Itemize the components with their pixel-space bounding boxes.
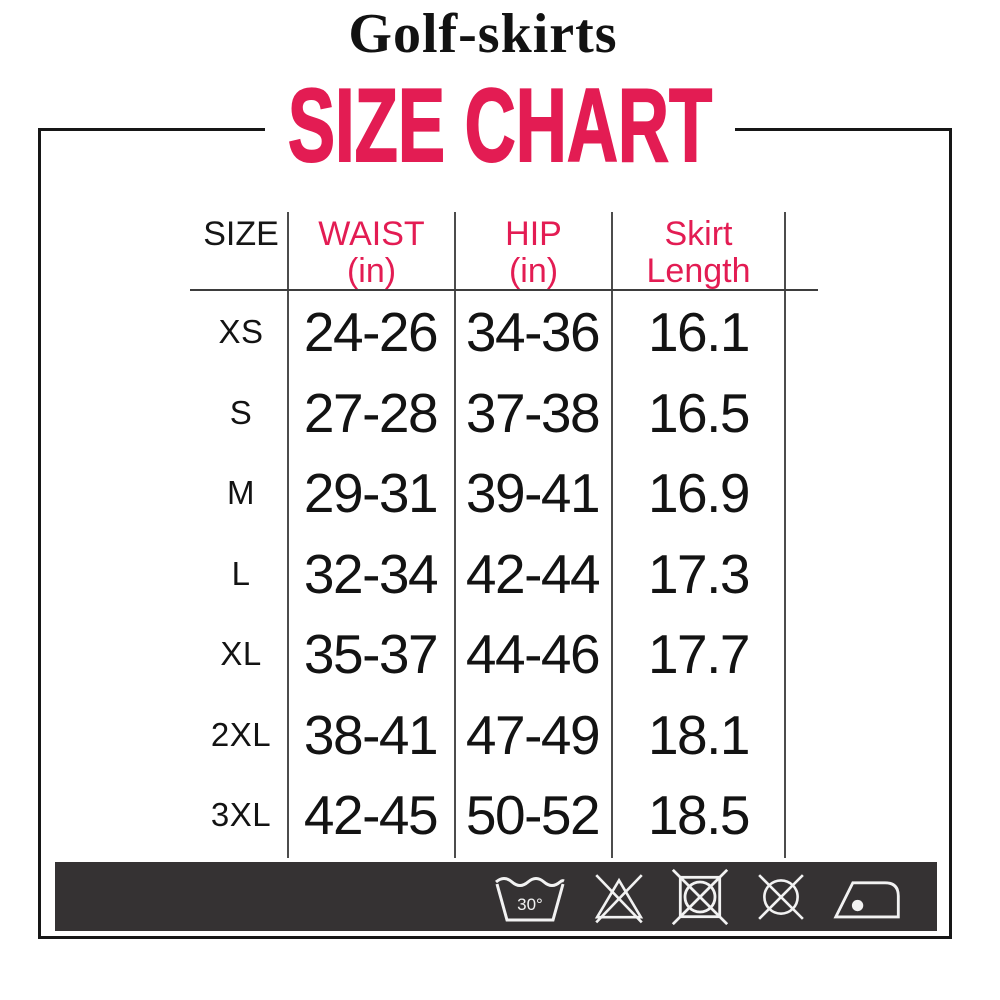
do-not-bleach-icon xyxy=(591,866,647,928)
column-header-skirt-label: Skirt xyxy=(664,215,733,253)
waist-cell: 42-45 xyxy=(303,784,438,847)
size-cell: 3XL xyxy=(210,796,272,834)
hip-cell: 50-52 xyxy=(465,784,600,847)
size-cell: S xyxy=(229,393,253,431)
waist-cell: 27-28 xyxy=(303,381,438,444)
waist-cell: 35-37 xyxy=(303,623,438,686)
length-cell: 18.1 xyxy=(647,703,750,766)
length-cell: 17.3 xyxy=(647,542,750,605)
size-chart-title xyxy=(265,68,735,184)
hip-cell: 39-41 xyxy=(465,462,600,525)
care-instructions-bar xyxy=(55,862,937,931)
column-header-size xyxy=(195,216,287,253)
column-header-hip xyxy=(456,216,611,290)
hip-cell: 42-44 xyxy=(465,542,600,605)
waist-cell: 38-41 xyxy=(303,703,438,766)
size-cell: XL xyxy=(220,635,262,673)
column-header-skirt-sub: Length xyxy=(646,252,751,290)
do-not-dry-clean-icon xyxy=(753,866,809,928)
length-cell: 16.5 xyxy=(647,381,750,444)
column-header-waist xyxy=(289,216,454,290)
hip-cell: 37-38 xyxy=(465,381,600,444)
column-header-waist-unit: (in) xyxy=(346,252,397,290)
length-cell: 16.9 xyxy=(647,462,750,525)
size-chart-title-text: SIZE CHART xyxy=(287,68,713,184)
brand-title: Golf-skirts xyxy=(348,3,618,65)
waist-cell: 24-26 xyxy=(303,301,438,364)
size-cell: L xyxy=(231,554,251,592)
size-cell: XS xyxy=(218,313,264,351)
do-not-tumble-dry-icon xyxy=(670,866,730,928)
length-cell: 17.7 xyxy=(647,623,750,686)
column-header-hip-label: HIP xyxy=(505,215,562,253)
iron-one-dot-icon xyxy=(832,867,904,927)
wash-temp-label: 30° xyxy=(517,894,543,914)
column-header-size-label: SIZE xyxy=(203,215,279,253)
column-header-hip-unit: (in) xyxy=(508,252,559,290)
column-header-skirt-length xyxy=(613,216,784,290)
hip-cell: 34-36 xyxy=(465,301,600,364)
column-header-waist-label: WAIST xyxy=(318,215,425,253)
length-cell: 16.1 xyxy=(647,301,750,364)
wash-30-icon xyxy=(492,866,568,928)
hip-cell: 44-46 xyxy=(465,623,600,686)
size-table-body xyxy=(195,292,786,856)
size-cell: 2XL xyxy=(210,715,272,753)
waist-cell: 32-34 xyxy=(303,542,438,605)
waist-cell: 29-31 xyxy=(303,462,438,525)
size-cell: M xyxy=(227,474,255,512)
length-cell: 18.5 xyxy=(647,784,750,847)
hip-cell: 47-49 xyxy=(465,703,600,766)
